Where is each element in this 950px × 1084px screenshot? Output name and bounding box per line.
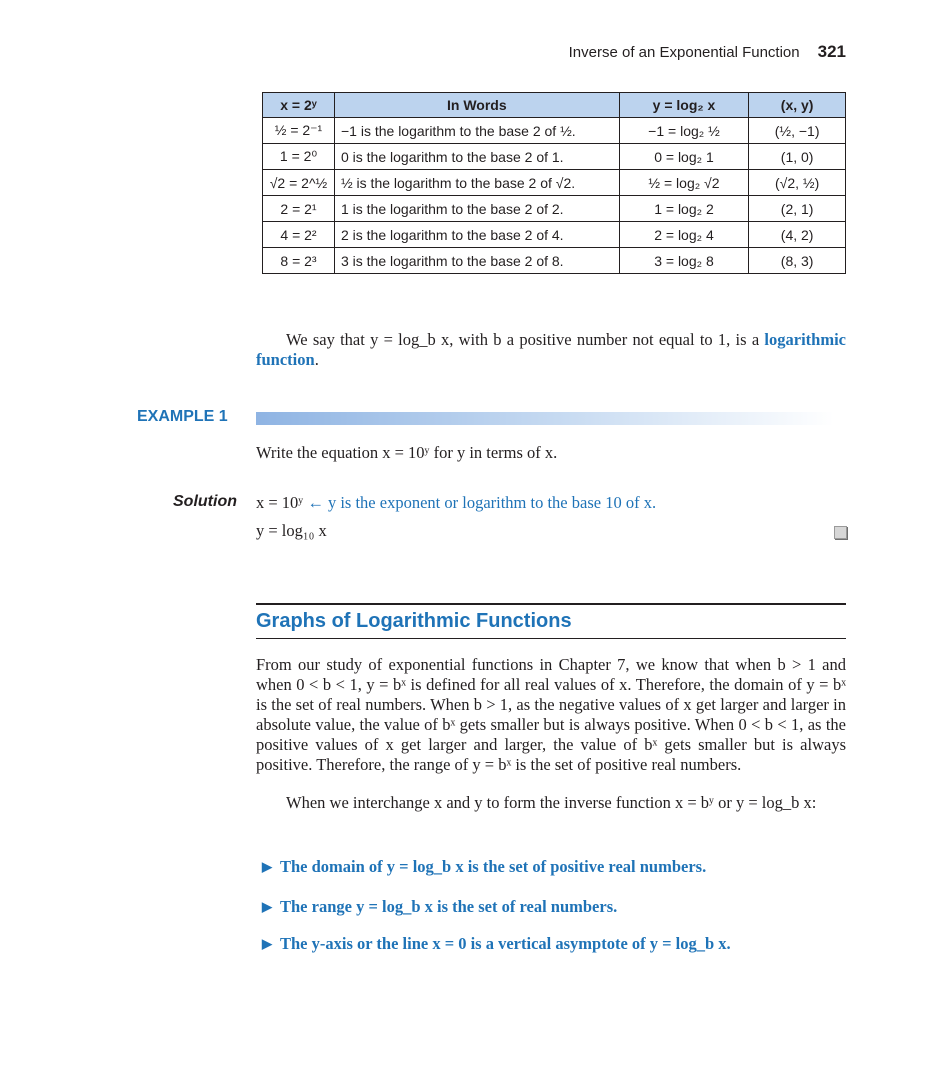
table-cell: 3 = log₂ 8 [619, 248, 749, 274]
table-cell: 1 = 2⁰ [263, 144, 335, 170]
table-cell: ½ is the logarithm to the base 2 of √2. [334, 170, 619, 196]
table-cell: −1 is the logarithm to the base 2 of ½. [334, 118, 619, 144]
table-cell: −1 = log₂ ½ [619, 118, 749, 144]
table-cell: 0 = log₂ 1 [619, 144, 749, 170]
table-cell: 1 = log₂ 2 [619, 196, 749, 222]
table-row [263, 196, 846, 222]
solution-label: Solution [173, 493, 237, 510]
table-cell: (2, 1) [749, 196, 846, 222]
section-paragraph-2: When we interchange x and y to form the inverse function x = bʸ or y = log_b x: [286, 793, 817, 812]
defined-term: logarithmic function [256, 330, 846, 369]
section-paragraph-1: From our study of exponential functions in Chapter 7, we know that when b > 1 and when 0 < b < 1, y = bˣ is defined for all real values of x. Therefore, the domain of y = bˣ is the set of real numbers. When b > 1, as the negative values of x get larger and larger in absolute value, the value of bˣ gets smaller but is always positive. When 0 < b < 1, as the positive values of x get larger and larger, the value of bˣ gets smaller but is always positive. Therefore, the range of y = bˣ is the set of positive real numbers. [256, 655, 846, 774]
section-rule-bottom [256, 638, 846, 639]
table-cell: ½ = 2⁻¹ [263, 118, 335, 144]
triangle-bullet-icon: ▶ [262, 899, 272, 914]
solution-step-1 [256, 493, 846, 513]
table-row [263, 144, 846, 170]
table-cell: 8 = 2³ [263, 248, 335, 274]
column-header: In Words [334, 93, 619, 118]
table-cell: 4 = 2² [263, 222, 335, 248]
table-row [263, 248, 846, 274]
running-head [569, 42, 846, 62]
definition-end: . [314, 350, 319, 369]
column-header: x = 2ʸ [263, 93, 335, 118]
table-cell: 1 is the logarithm to the base 2 of 2. [334, 196, 619, 222]
section-rule-top [256, 603, 846, 605]
table-cell: 2 = log₂ 4 [619, 222, 749, 248]
column-header: (x, y) [749, 93, 846, 118]
triangle-bullet-icon: ▶ [262, 936, 272, 951]
bullet-text: The y-axis or the line x = 0 is a vertical asymptote of y = log_b x. [280, 934, 731, 953]
table-header-row [263, 93, 846, 118]
table-cell: (√2, ½) [749, 170, 846, 196]
bullet-item [262, 897, 617, 917]
table-cell: 0 is the logarithm to the base 2 of 1. [334, 144, 619, 170]
running-title: Inverse of an Exponential Function [568, 44, 800, 61]
example-bar [256, 412, 834, 425]
example-label: EXAMPLE 1 [137, 408, 228, 425]
bullet-item [262, 857, 706, 877]
section-title: Graphs of Logarithmic Functions [256, 610, 572, 632]
table-cell: 3 is the logarithm to the base 2 of 8. [334, 248, 619, 274]
table-cell: (4, 2) [749, 222, 846, 248]
bullet-text: The domain of y = log_b x is the set of positive real numbers. [280, 857, 707, 876]
table-cell: 2 is the logarithm to the base 2 of 4. [334, 222, 619, 248]
table-row [263, 170, 846, 196]
page-number: 321 [817, 42, 846, 61]
column-header: y = log₂ x [619, 93, 749, 118]
bullet-text: The range y = log_b x is the set of real numbers. [280, 897, 618, 916]
table-row [263, 118, 846, 144]
definition-text: We say that y = log_b x, with b a positive number not equal to 1, is a [286, 330, 760, 349]
table-cell: (8, 3) [749, 248, 846, 274]
solution-note: ← y is the exponent or logarithm to the base 10 of x. [307, 493, 657, 512]
table-cell: (1, 0) [749, 144, 846, 170]
table-cell: √2 = 2^½ [263, 170, 335, 196]
definition-paragraph [256, 330, 846, 370]
table-cell: ½ = log₂ √2 [619, 170, 749, 196]
table-cell: (½, −1) [749, 118, 846, 144]
example-prompt: Write the equation x = 10ʸ for y in terms of x. [256, 443, 558, 462]
end-of-example-box [834, 526, 847, 539]
table-cell: 2 = 2¹ [263, 196, 335, 222]
table-row [263, 222, 846, 248]
solution-equation: x = 10ʸ [256, 493, 304, 512]
bullet-item [262, 934, 731, 954]
triangle-bullet-icon: ▶ [262, 859, 272, 874]
solution-step-2: y = log₁₀ x [256, 521, 327, 540]
logarithm-table [262, 92, 846, 274]
